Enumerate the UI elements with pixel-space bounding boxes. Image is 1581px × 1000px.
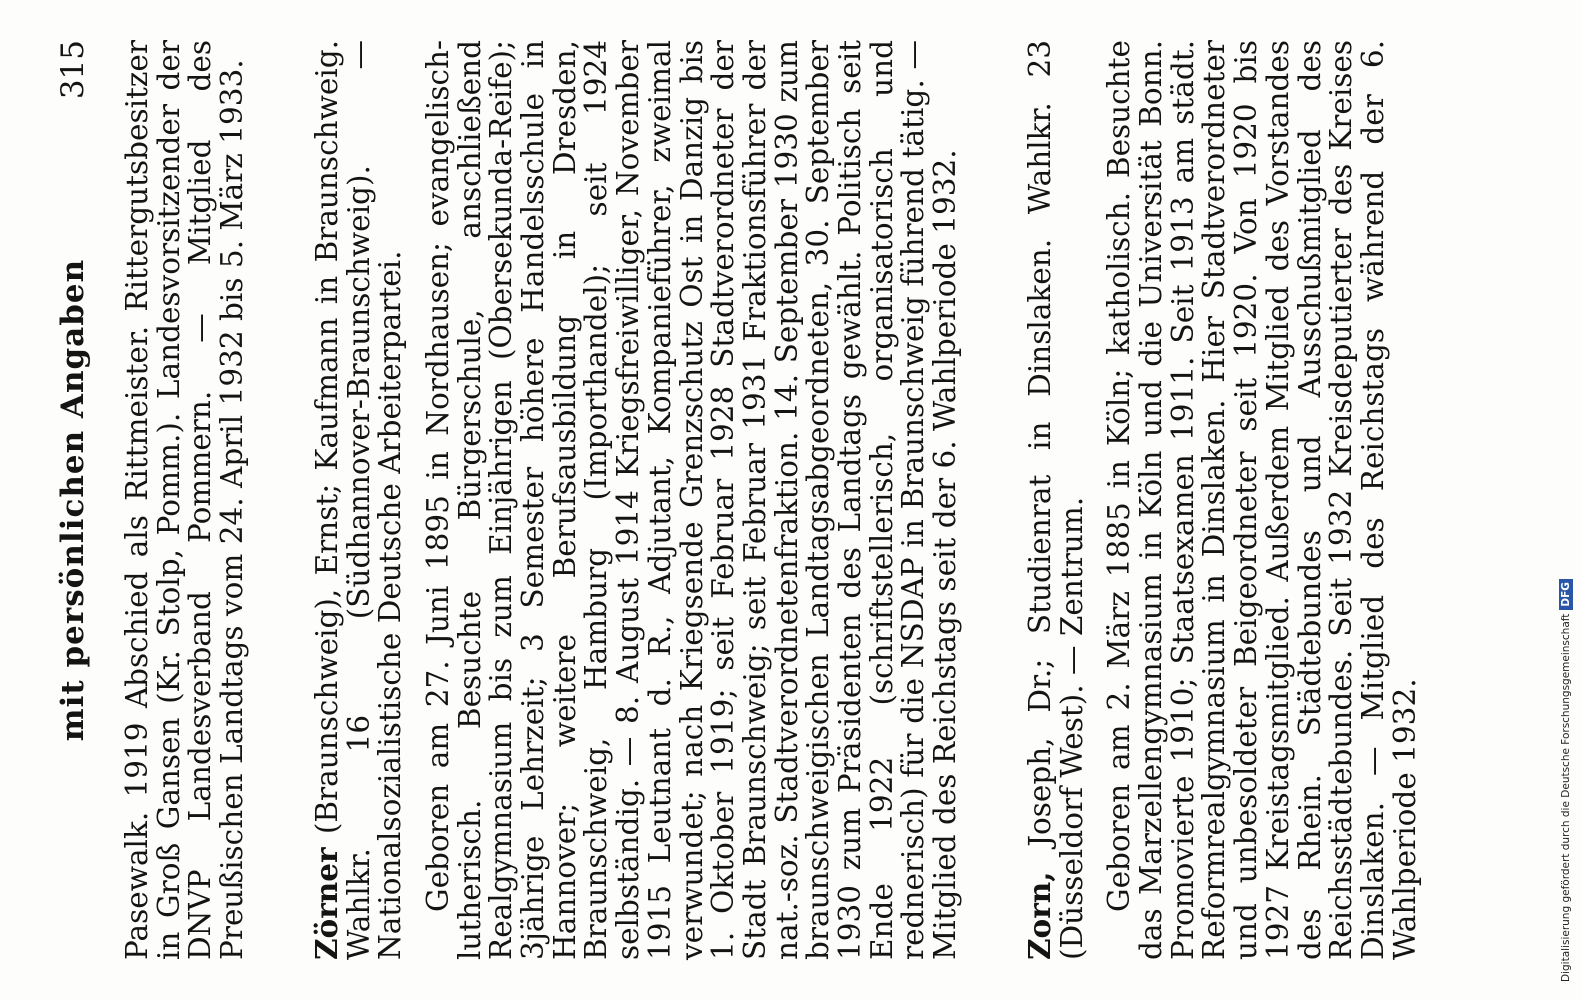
page-header	[55, 40, 115, 960]
entry-heading-text: Joseph, Dr.; Studienrat in Dinslaken. Wahlkr. 23 (Düsseldorf West). — Zentrum.	[1022, 40, 1089, 960]
credit-text: Digitalisierung gefördert durch die Deutsche Forschungsgemeinschaft	[1560, 613, 1572, 982]
entry-heading-zoerner	[308, 40, 408, 960]
entry-bio-zorn: Geboren am 2. März 1885 in Köln; katholisch. Besuchte das Marzellengymnasium in Köln und die Universität Bonn. Promovierte 1910; Staatsexamen 1911. Seit 1913 am städt. Reformrealgymnasium in Dinslaken. Hier Stadtverordneter und unbesoldeter Beigeordneter seit 1920. Von 1920 bis 1927 Kreistagsmitglied. Außerdem Mitglied des Vorstandes des Rhein. Städtebundes und Ausschußmitglied des Reichsstädtebundes. Seit 1932 Kreisdeputierter des Kreises Dinslaken. — Mitglied des Reichstags während der 6. Wahlperiode 1932.	[1102, 40, 1422, 960]
dfg-logo-icon: DFG	[1559, 579, 1573, 610]
entry-name: Zorn,	[1021, 871, 1057, 960]
spacer	[962, 40, 1024, 960]
text-column	[122, 40, 1421, 960]
entry-name: Zörner	[308, 847, 344, 960]
entry-bio-zoerner: Geboren am 27. Juni 1895 in Nordhausen; evangelisch-lutherisch. Besuchte Bürgerschule, anschließend Realgymnasium bis zum Einjährigen (Obersekunda-Reife); 3jährige Lehrzeit; 3 Semester höhere Handelsschule in Hannover; weitere Berufsausbildung in Dresden, Braunschweig, Hamburg (Importhandel); seit 1924 selbständig. — 8. August 1914 Kriegsfreiwilliger, November 1915 Leutnant d. R., Adjutant, Kompanieführer, zweimal verwundet; nach Kriegsende Grenzschutz Ost in Danzig bis 1. Oktober 1919; seit Februar 1928 Stadtverordneter der Stadt Braunschweig; seit Februar 1931 Fraktionsführer der nat.-soz. Stadtverordnetenfraktion. 14. September 1930 zum braunschweigischen Landtagsabgeordneten, 30. September 1930 zum Präsidenten des Landtags gewählt. Politisch seit Ende 1922 (schriftstellerisch, organisatorisch und rednerisch) für die NSDAP in Braunschweig führend tätig. — Mitglied des Reichstags seit der 6. Wahlperiode 1932.	[420, 40, 963, 960]
page-number: 315	[55, 40, 91, 100]
running-title: mit persönlichen Angaben	[55, 258, 91, 742]
entry-heading-text: (Braunschweig), Ernst; Kaufmann in Braunschweig. Wahlkr. 16 (Südhannover-Braunschweig). — Nationalsozialistische Deutsche Arbeiterpartei.	[309, 40, 408, 960]
digitization-sidebar	[1552, 0, 1580, 1000]
spacer	[249, 40, 311, 960]
paragraph-continuation: Pasewalk. 1919 Abschied als Rittmeister. Rittergutsbesitzer in Groß Gansen (Kr. Stolp, Pomm.). Landesvorsitzender der DNVP Landesverband Pommern. — Mitglied des Preußischen Landtags vom 24. April 1932 bis 5. März 1933.	[120, 40, 250, 960]
entry-heading-zorn	[1021, 40, 1089, 960]
dfg-credit	[1552, 0, 1580, 1000]
